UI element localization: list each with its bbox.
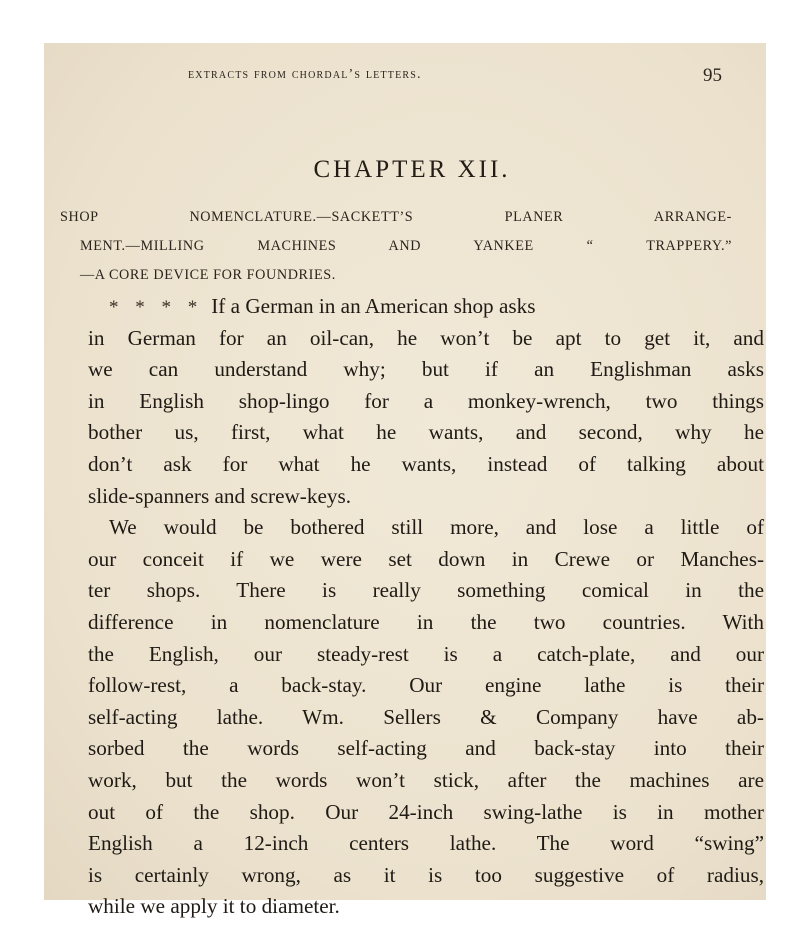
- body-line: follow-rest, a back-stay. Our engine lathe is their: [88, 673, 764, 698]
- body-line: out of the shop. Our 24-inch swing-lathe is in mother: [88, 799, 764, 824]
- body-line: in English shop-lingo for a monkey-wrench, two things: [88, 388, 764, 413]
- body-line: in German for an oil-can, he won’t be apt to get it, and: [88, 325, 764, 350]
- body-line: English a 12-inch centers lathe. The word “swing”: [88, 831, 764, 856]
- body-line: self-acting lathe. Wm. Sellers & Company have ab-: [88, 704, 764, 729]
- book-page: [44, 43, 766, 919]
- section-break-asterisks: * * * *: [109, 297, 204, 318]
- body-line: work, but the words won’t stick, after the machines are: [88, 767, 764, 792]
- body-line: We would be bothered still more, and lose a little of: [109, 515, 764, 540]
- body-line: while we apply it to diameter.: [88, 894, 340, 919]
- chapter-title: CHAPTER XII.: [313, 156, 511, 183]
- body-line: the English, our steady-rest is a catch-plate, and our: [88, 641, 764, 666]
- running-head: [44, 67, 766, 91]
- running-title: extracts from chordal’s letters.: [188, 67, 422, 82]
- paragraph-1-first-line: [88, 291, 764, 323]
- synopsis-line: SHOP NOMENCLATURE.—SACKETT’S PLANER ARRANGE-: [60, 209, 732, 225]
- body-line: bother us, first, what he wants, and second, why he: [88, 420, 764, 445]
- chapter-synopsis: [60, 203, 732, 290]
- synopsis-line: —A CORE DEVICE FOR FOUNDRIES.: [80, 267, 336, 283]
- body-line: ter shops. There is really something comical in the: [88, 578, 764, 603]
- page-number: 95: [703, 65, 722, 86]
- body-line: our conceit if we were set down in Crewe or Manches-: [88, 546, 764, 571]
- body-line: we can understand why; but if an Englishman asks: [88, 357, 764, 382]
- synopsis-line: MENT.—MILLING MACHINES AND YANKEE “ TRAPPERY.”: [80, 238, 732, 254]
- body-line: is certainly wrong, as it is too suggestive of radius,: [88, 862, 764, 887]
- body-line: If a German in an American shop asks: [211, 294, 536, 318]
- body-line: don’t ask for what he wants, instead of talking about: [88, 451, 764, 476]
- body-line: sorbed the words self-acting and back-stay into their: [88, 736, 764, 761]
- body-line: difference in nomenclature in the two countries. With: [88, 609, 764, 634]
- body-text: [88, 291, 764, 923]
- body-line: slide-spanners and screw-keys.: [88, 483, 351, 508]
